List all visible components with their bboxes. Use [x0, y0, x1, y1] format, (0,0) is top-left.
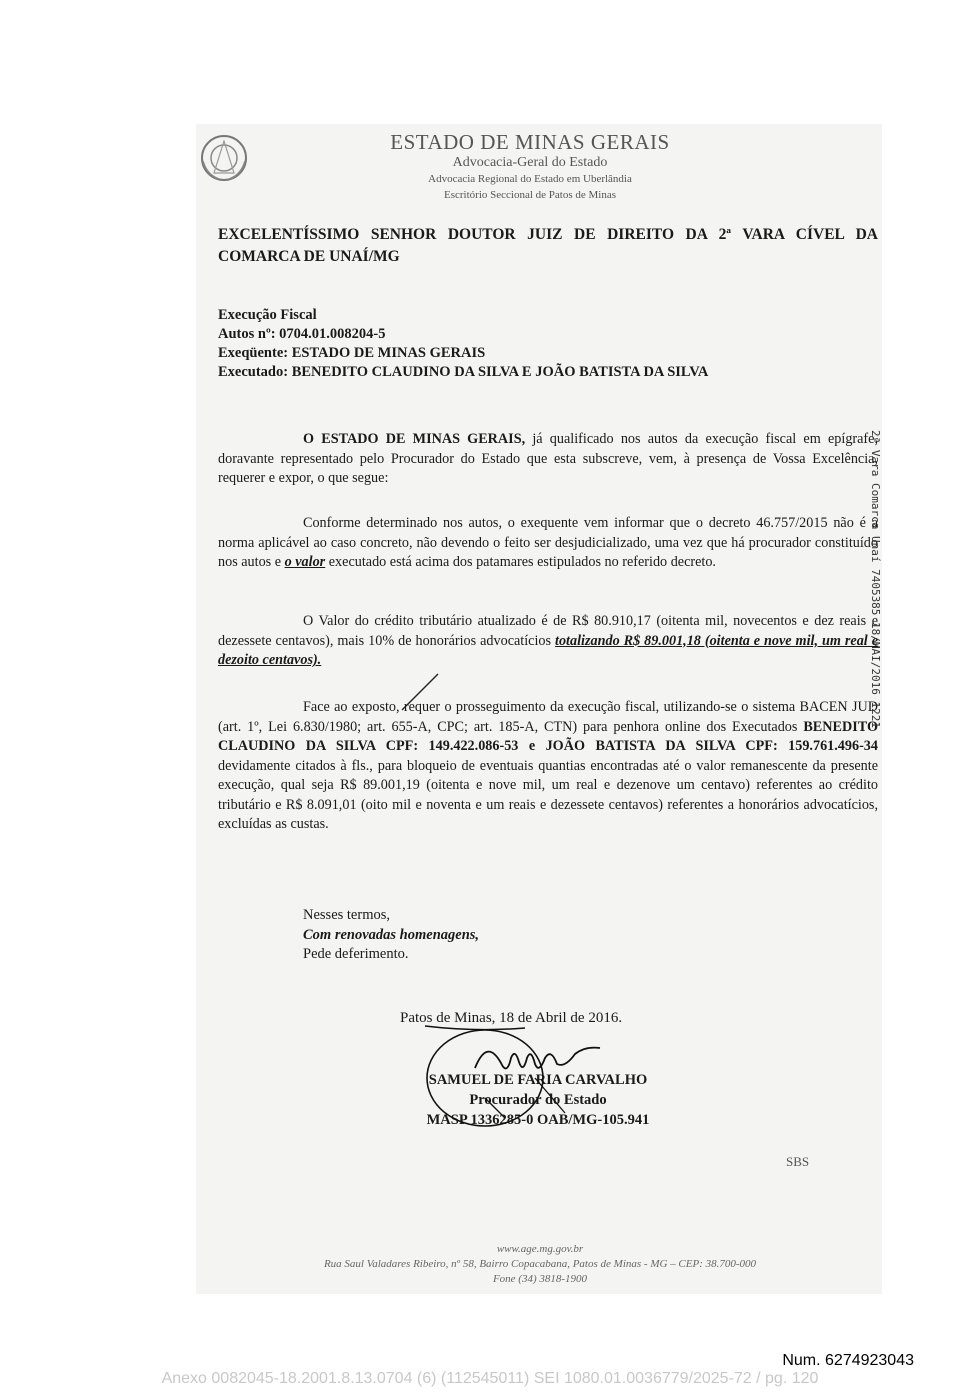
case-exequente: Exeqüente: ESTADO DE MINAS GERAIS [218, 345, 486, 361]
footer-site: www.age.mg.gov.br [496, 1243, 584, 1255]
header-regional: Advocacia Regional do Estado em Uberlândia [428, 173, 632, 185]
case-info [218, 306, 858, 382]
header-agency: Advocacia-Geral do Estado [452, 155, 608, 170]
closing-line-2: Com renovadas homenagens, [303, 926, 480, 943]
p4-bold: BENEDITO CLAUDINO DA SILVA CPF: 149.422.086-53 e JOÃO BATISTA DA SILVA CPF: 159.761.496-34 [218, 718, 878, 754]
annex-watermark: Anexo 0082045-18.2001.8.13.0704 (6) (112545011) SEI 1080.01.0036779/2025-72 / pg. 120 [161, 1370, 819, 1387]
p2-emph: o valor [284, 554, 326, 570]
pen-stroke [400, 672, 440, 712]
signer-name: SAMUEL DE FARIA CARVALHO [428, 1072, 648, 1088]
addressee: EXCELENTÍSSIMO SENHOR DOUTOR JUIZ DE DIREITO DA 2ª VARA CÍVEL DA COMARCA DE UNAÍ/MG [218, 226, 878, 265]
page-number: Num. 6274923043 [782, 1352, 914, 1369]
case-autos: Autos nº: 0704.01.008204-5 [218, 326, 386, 342]
closing [303, 906, 479, 965]
place-date: Patos de Minas, 18 de Abril de 2016. [400, 1010, 623, 1026]
paragraph-3 [218, 612, 878, 671]
p4-text-a: Face ao exposto, requer o prosseguimento da execução fiscal, utilizando-se o sistema BACEN JUD (art. 1º, Lei 6.830/1980; art. 655-A, CPC; art. 185-A, CTN) para penhora online dos Executados [218, 699, 878, 735]
footer-phone: Fone (34) 3818-1900 [492, 1273, 588, 1285]
closing-line-1: Nesses termos, [303, 907, 390, 923]
p1-text: já qualificado nos autos da execução fiscal em epígrafe, doravante representado pelo Procurador do Estado que esta subscreve, vem, à presença de Vossa Excelência, requerer e expor, o que segue: [218, 431, 878, 486]
paragraph-1 [218, 430, 878, 489]
signer-role: Procurador do Estado [469, 1092, 607, 1108]
p4-text-b: devidamente citados à fls., para bloqueio de eventuais quantias encontradas até o valor remanescente da presente execução, qual seja R$ 89.001,19 (oitenta e nove mil, um real e dezenove um centavo) referentes ao crédito tributário e R$ 8.091,01 (oito mil e noventa e um reais e dezessete centavos) referentes a honorários advocatícios, excluídas as custas. [218, 757, 878, 832]
p2-text-b: executado está acima dos patamares estipulados no referido decreto. [325, 554, 716, 570]
header-office: Escritório Seccional de Patos de Minas [444, 189, 616, 201]
p3-total: totalizando R$ 89.001,18 (oitenta e nove mil, um real e dezoito centavos). [218, 632, 878, 668]
handwritten-signature [415, 1018, 625, 1128]
coat-of-arms-icon [197, 131, 251, 185]
signer-ids: MASP 1336285-0 OAB/MG-105.941 [426, 1112, 650, 1128]
case-executado: Executado: BENEDITO CLAUDINO DA SILVA E JOÃO BATISTA DA SILVA [218, 364, 709, 380]
paragraph-2 [218, 514, 878, 573]
p1-bold: O ESTADO DE MINAS GERAIS, [303, 431, 526, 447]
p2-text-a: Conforme determinado nos autos, o exequente vem informar que o decreto 46.757/2015 não é a norma aplicável ao caso concreto, não devendo o feito ser desjudicializado, uma vez que há procurador constituído nos autos e [218, 515, 878, 570]
initials: SBS [786, 1154, 810, 1169]
paragraph-4 [218, 698, 878, 835]
closing-line-3: Pede deferimento. [303, 946, 409, 962]
protocol-stamp: 2ª Vara Comarca Unaí 7405385 18/MAI/2016 1221 [869, 430, 882, 729]
header-state: ESTADO DE MINAS GERAIS [390, 130, 670, 154]
case-type: Execução Fiscal [218, 307, 317, 323]
p3-text: O Valor do crédito tributário atualizado é de R$ 80.910,17 (oitenta mil, novecentos e dez reais e dezessete centavos), mais 10% de honorários advocatícios [218, 613, 878, 649]
footer-address: Rua Saul Valadares Ribeiro, nº 58, Bairro Copacabana, Patos de Minas - MG – CEP: 38.700-000 [323, 1258, 757, 1270]
